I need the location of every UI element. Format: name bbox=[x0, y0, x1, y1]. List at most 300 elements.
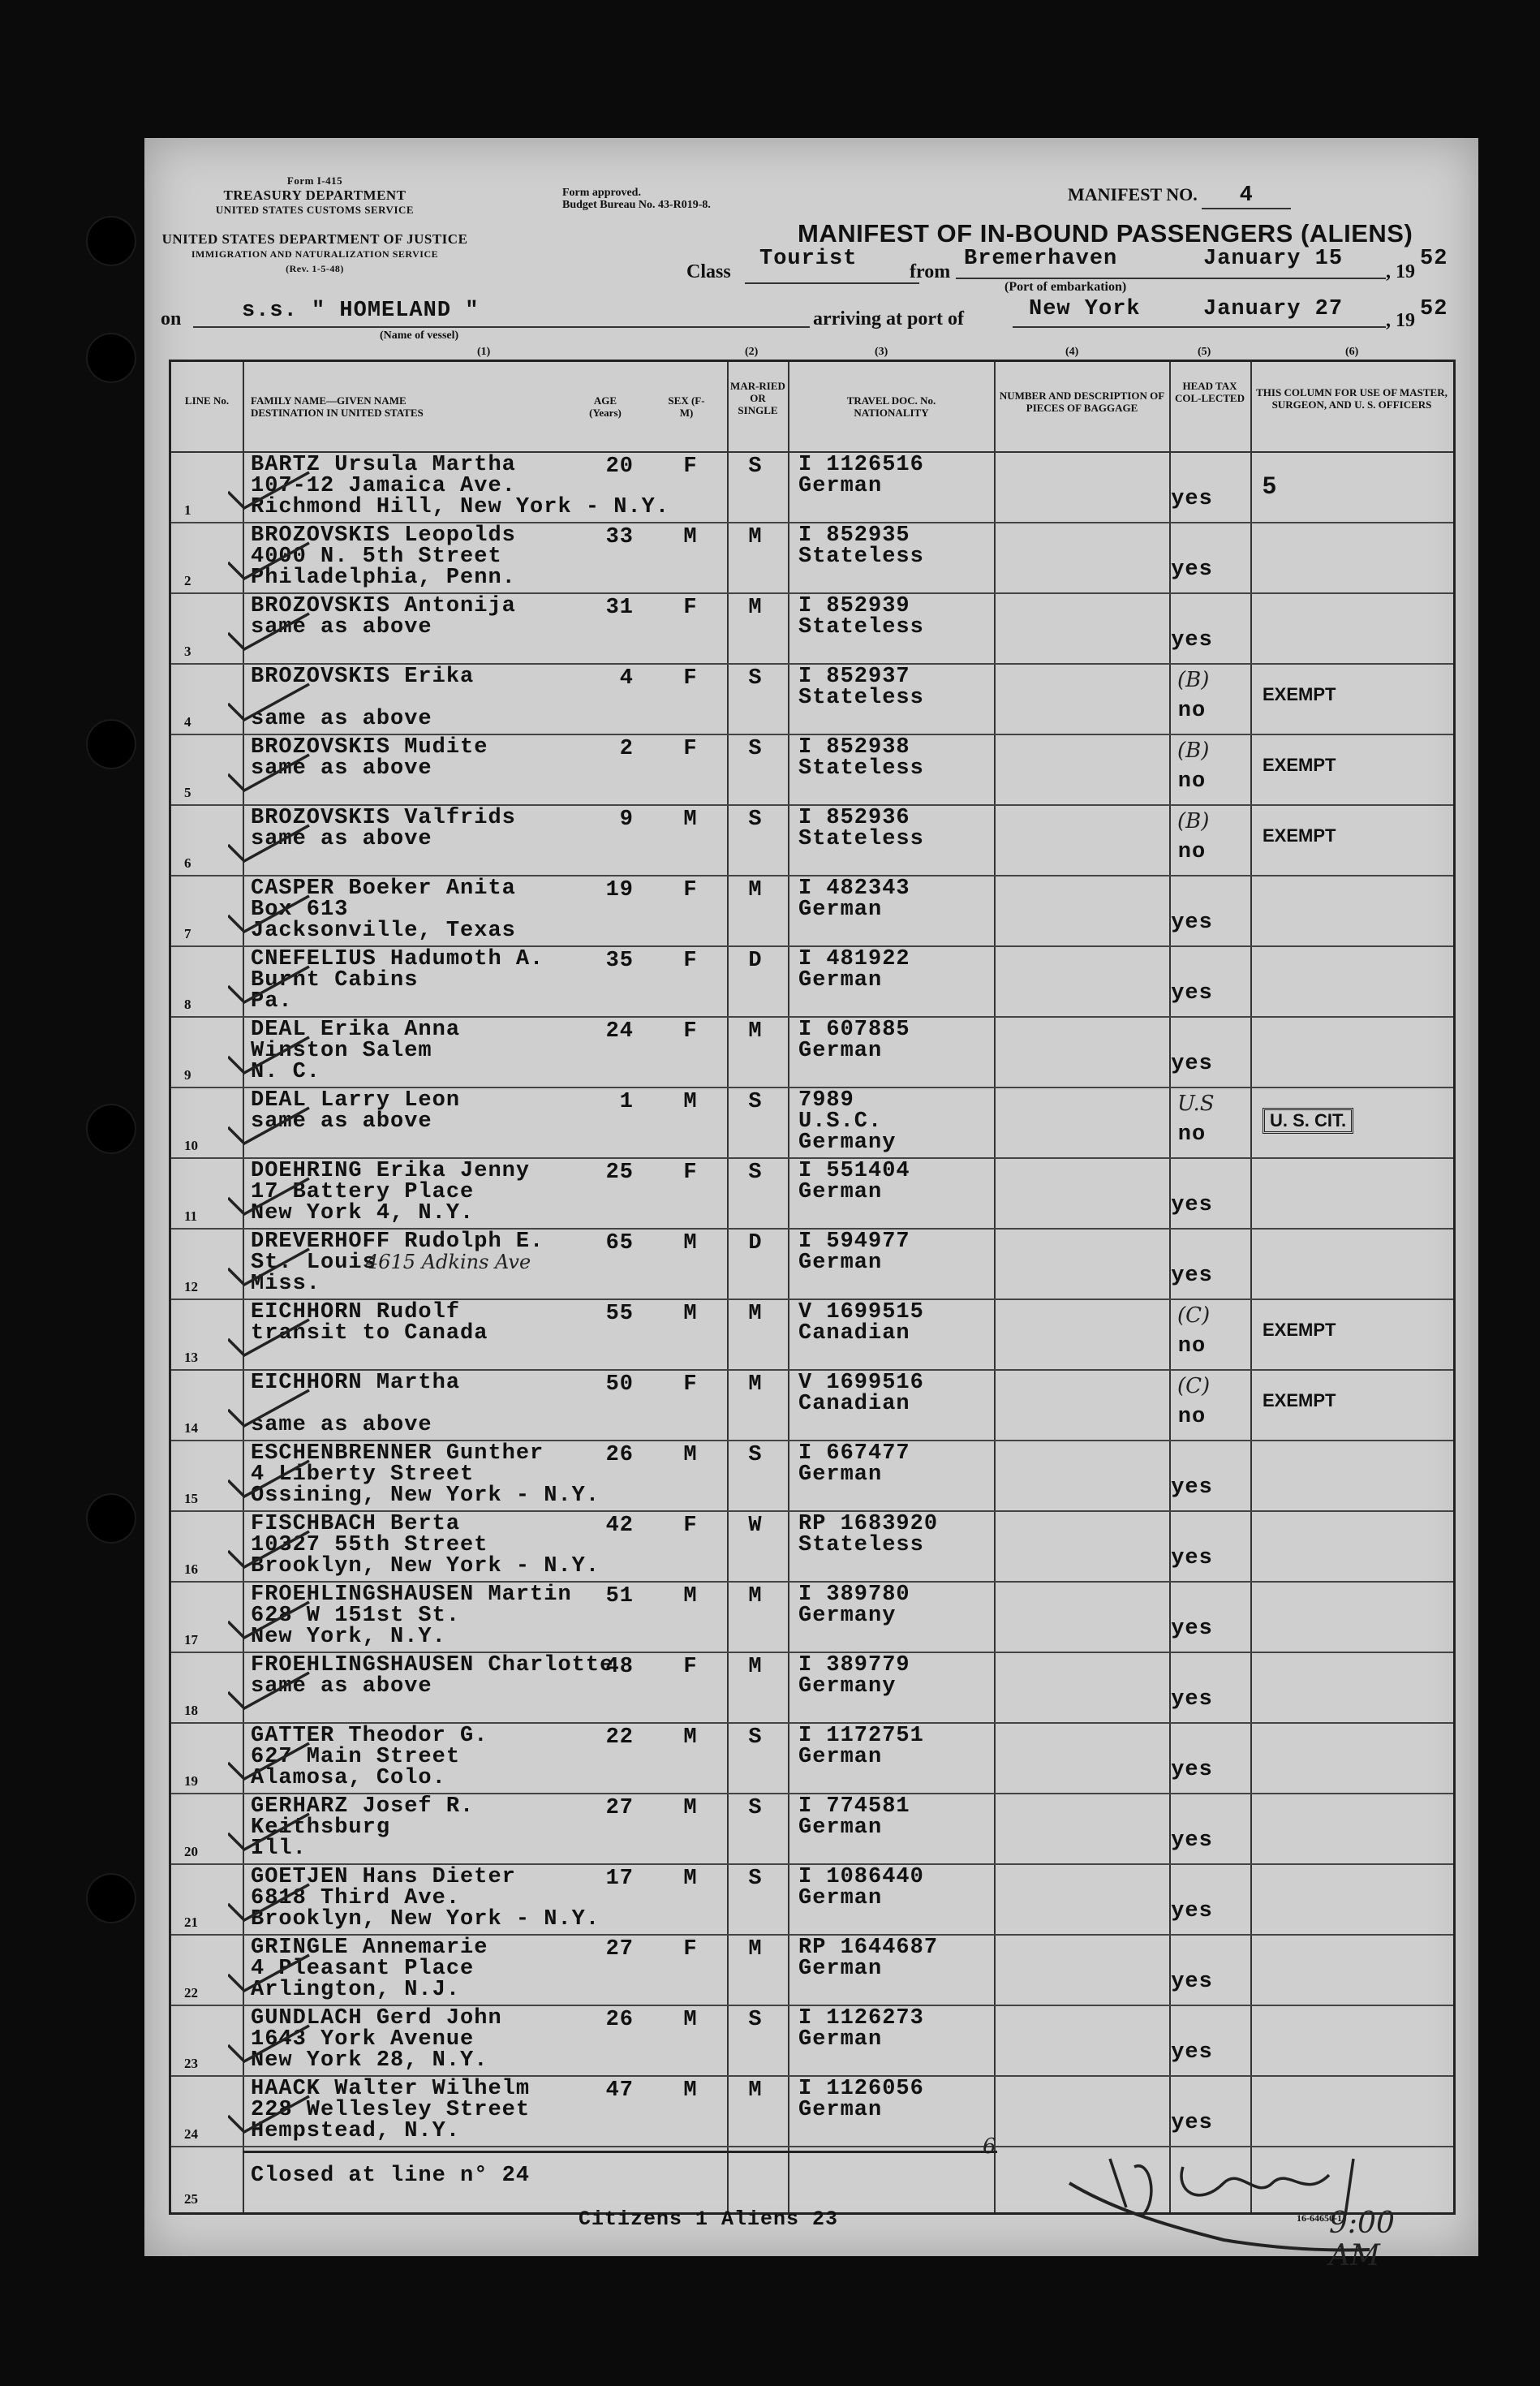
passenger-name: FISCHBACH Berta bbox=[251, 1512, 461, 1536]
head-tax: yes bbox=[1171, 1193, 1213, 1217]
nationality: Stateless bbox=[798, 827, 924, 851]
passenger-name: BROZOVSKIS Antonija bbox=[251, 594, 516, 618]
sex: F bbox=[683, 1161, 698, 1185]
destination-line-2: Arlington, N.J. bbox=[251, 1978, 461, 2002]
destination-line-1: Box 613 bbox=[251, 898, 349, 922]
head-tax-note: (C) bbox=[1177, 1374, 1211, 1398]
line-number: 19 bbox=[184, 1773, 198, 1789]
baggage-mark: 6 bbox=[983, 2134, 996, 2159]
destination-line-1: 228 Wellesley Street bbox=[251, 2098, 531, 2122]
vessel-underline bbox=[193, 326, 810, 328]
travel-doc-number: V 1699515 bbox=[798, 1300, 924, 1324]
age: 31 bbox=[605, 596, 634, 620]
sex: M bbox=[683, 525, 698, 549]
nationality: German bbox=[798, 898, 883, 922]
marital-status: S bbox=[748, 2008, 763, 2032]
travel-doc-extra: U.S.C. bbox=[798, 1109, 883, 1134]
manifest-page bbox=[144, 138, 1478, 2272]
sex: M bbox=[683, 2008, 698, 2032]
nationality: German bbox=[798, 474, 883, 498]
nationality: Stateless bbox=[798, 756, 924, 781]
head-tax: yes bbox=[1171, 1899, 1213, 1923]
travel-document bbox=[798, 1302, 924, 1344]
marital-status: S bbox=[748, 1090, 763, 1114]
table-row bbox=[171, 592, 1453, 665]
form-agency-block bbox=[177, 174, 453, 217]
line-number: 9 bbox=[184, 1067, 191, 1083]
age: 9 bbox=[619, 808, 634, 832]
travel-doc-number: I 852939 bbox=[798, 594, 910, 618]
travel-doc-number: I 551404 bbox=[798, 1159, 910, 1183]
head-tax: no bbox=[1177, 699, 1207, 723]
destination-line-2: Richmond Hill, New York - N.Y. bbox=[251, 495, 670, 519]
destination-line-2: Philadelphia, Penn. bbox=[251, 566, 516, 590]
justice-department: UNITED STATES DEPARTMENT OF JUSTICE bbox=[161, 231, 468, 247]
header-head-tax: HEAD TAX COL-LECTED bbox=[1175, 380, 1245, 404]
travel-document bbox=[798, 1443, 910, 1485]
head-tax: yes bbox=[1171, 558, 1213, 582]
passenger-entry bbox=[251, 1161, 530, 1224]
passenger-entry bbox=[251, 2008, 502, 2071]
travel-document bbox=[798, 1161, 910, 1203]
header-baggage: NUMBER AND DESCRIPTION OF PIECES OF BAGGAGE bbox=[999, 390, 1165, 414]
destination-line-1 bbox=[251, 1393, 460, 1415]
manifest-number-label: MANIFEST NO. bbox=[1068, 184, 1198, 205]
passenger-entry bbox=[251, 878, 516, 941]
marital-status: S bbox=[748, 1725, 763, 1750]
marital-status: M bbox=[748, 1019, 763, 1044]
travel-doc-number: RP 1683920 bbox=[798, 1512, 939, 1536]
line-number: 10 bbox=[184, 1138, 198, 1153]
signature-note: 9:00 AM bbox=[1329, 2207, 1395, 2272]
table-row bbox=[171, 1369, 1453, 1441]
destination-line-1: same as above bbox=[251, 1674, 432, 1699]
column-number-4: (4) bbox=[1065, 346, 1079, 358]
vessel-name: s.s. " HOMELAND " bbox=[242, 299, 480, 323]
nationality: Germany bbox=[798, 1604, 897, 1628]
age: 19 bbox=[605, 878, 634, 902]
arrival-underline bbox=[1013, 326, 1386, 328]
form-revision: (Rev. 1-5-48) bbox=[286, 263, 344, 274]
destination-line-2: Alamosa, Colo. bbox=[251, 1766, 446, 1790]
passenger-name: DOEHRING Erika Jenny bbox=[251, 1159, 531, 1183]
travel-doc-number: 7989 bbox=[798, 1088, 854, 1113]
travel-document bbox=[798, 2078, 924, 2121]
sex: M bbox=[683, 1443, 698, 1467]
sex: M bbox=[683, 1584, 698, 1609]
passenger-name: FROEHLINGSHAUSEN Martin bbox=[251, 1583, 572, 1607]
column-number-3: (3) bbox=[875, 346, 888, 358]
passenger-name: GERHARZ Josef R. bbox=[251, 1794, 475, 1819]
head-tax-note: (B) bbox=[1177, 809, 1210, 833]
travel-document bbox=[798, 1514, 938, 1556]
passenger-entry bbox=[251, 1867, 600, 1930]
sex: F bbox=[683, 737, 698, 761]
embark-year-prefix: , 19 bbox=[1386, 261, 1415, 282]
table-row bbox=[171, 1510, 1453, 1583]
line-number: 1 bbox=[184, 502, 191, 518]
head-tax: yes bbox=[1171, 487, 1213, 511]
embark-underline bbox=[956, 278, 1386, 279]
destination-line-1: 4 Liberty Street bbox=[251, 1462, 475, 1487]
age: 27 bbox=[605, 1937, 634, 1962]
line-number: 21 bbox=[184, 1914, 198, 1930]
table-row bbox=[171, 1934, 1453, 2006]
line-number: 24 bbox=[184, 2126, 198, 2142]
passenger-name: BROZOVSKIS Valfrids bbox=[251, 806, 516, 830]
passenger-name: EICHHORN Martha bbox=[251, 1371, 461, 1395]
passenger-name: DREVERHOFF Rudolph E. bbox=[251, 1230, 544, 1254]
column-number-6: (6) bbox=[1345, 346, 1359, 358]
head-tax: yes bbox=[1171, 1264, 1213, 1288]
head-tax-note: (B) bbox=[1177, 668, 1210, 692]
punch-hole-5 bbox=[88, 1495, 135, 1542]
travel-document bbox=[798, 666, 924, 708]
sex: F bbox=[683, 1019, 698, 1044]
marital-status: S bbox=[748, 454, 763, 479]
arrival-year: 52 bbox=[1420, 297, 1448, 321]
destination-line-2: N. C. bbox=[251, 1060, 321, 1084]
arriving-label: arriving at port of bbox=[813, 308, 964, 329]
destination-line-1: 6818 Third Ave. bbox=[251, 1886, 461, 1910]
travel-document bbox=[798, 1584, 910, 1626]
age: 22 bbox=[605, 1725, 634, 1750]
age: 48 bbox=[605, 1655, 634, 1679]
sex: M bbox=[683, 808, 698, 832]
passenger-entry bbox=[251, 1372, 460, 1436]
handwritten-address: 4615 Adkins Ave bbox=[366, 1251, 531, 1273]
passenger-name: CNEFELIUS Hadumoth A. bbox=[251, 947, 544, 971]
passenger-name: GUNDLACH Gerd John bbox=[251, 2006, 502, 2031]
sex: F bbox=[683, 878, 698, 902]
nationality: Germany bbox=[798, 1131, 897, 1155]
passenger-table bbox=[169, 360, 1456, 2215]
sex: M bbox=[683, 1302, 698, 1326]
header-age: AGE (Years) bbox=[589, 394, 622, 419]
marital-status: M bbox=[748, 2078, 763, 2103]
table-row bbox=[171, 945, 1453, 1018]
head-tax-note: U.S bbox=[1177, 1092, 1215, 1116]
nationality: German bbox=[798, 2098, 883, 2122]
travel-document bbox=[798, 737, 924, 779]
header-travel-doc-text: TRAVEL DOC. No. bbox=[846, 394, 936, 407]
header-married: MAR-RIED OR SINGLE bbox=[730, 380, 785, 416]
manifest-title: MANIFEST OF IN-BOUND PASSENGERS (ALIENS) bbox=[798, 219, 1413, 248]
passenger-entry bbox=[251, 1725, 488, 1789]
line-number: 14 bbox=[184, 1420, 198, 1436]
closed-at-line: Closed at line n° 24 bbox=[251, 2164, 531, 2188]
destination-line-2: same as above bbox=[251, 1413, 432, 1437]
marital-status: S bbox=[748, 808, 763, 832]
passenger-entry bbox=[251, 1937, 488, 2001]
customs-service: UNITED STATES CUSTOMS SERVICE bbox=[215, 204, 415, 216]
sex: M bbox=[683, 1231, 698, 1255]
passenger-entry bbox=[251, 1443, 600, 1506]
head-tax: yes bbox=[1171, 1687, 1213, 1712]
destination-line-2: New York 4, N.Y. bbox=[251, 1201, 475, 1225]
passenger-name: HAACK Walter Wilhelm bbox=[251, 2077, 531, 2101]
marital-status: M bbox=[748, 1655, 763, 1679]
travel-document bbox=[798, 1019, 910, 1062]
nationality: German bbox=[798, 1745, 883, 1769]
head-tax: yes bbox=[1171, 981, 1213, 1006]
marital-status: S bbox=[748, 1443, 763, 1467]
sex: F bbox=[683, 666, 698, 691]
sex: M bbox=[683, 1796, 698, 1820]
head-tax: no bbox=[1177, 1122, 1207, 1147]
punch-hole-4 bbox=[88, 1105, 135, 1152]
embark-date: January 15 bbox=[1203, 247, 1344, 271]
travel-doc-number: I 389779 bbox=[798, 1653, 910, 1678]
passenger-name: BROZOVSKIS Mudite bbox=[251, 735, 488, 760]
travel-doc-number: I 1126056 bbox=[798, 2077, 924, 2101]
embark-caption: (Port of embarkation) bbox=[1004, 280, 1127, 294]
travel-doc-number: I 1172751 bbox=[798, 1724, 924, 1748]
destination-line-1: same as above bbox=[251, 827, 432, 851]
age: 42 bbox=[605, 1514, 634, 1538]
age: 65 bbox=[605, 1231, 634, 1255]
destination-line-2: Brooklyn, New York - N.Y. bbox=[251, 1907, 600, 1932]
travel-doc-number: I 1126273 bbox=[798, 2006, 924, 2031]
passenger-name: BROZOVSKIS Erika bbox=[251, 665, 475, 689]
punch-hole-2 bbox=[88, 334, 135, 381]
marital-status: M bbox=[748, 525, 763, 549]
sex: F bbox=[683, 596, 698, 620]
from-label: from bbox=[910, 261, 951, 282]
officer-stamp: EXEMPT bbox=[1263, 825, 1336, 846]
travel-document bbox=[798, 2008, 924, 2050]
line-number: 22 bbox=[184, 1985, 198, 2001]
age: 24 bbox=[605, 1019, 634, 1044]
nationality: German bbox=[798, 1886, 883, 1910]
head-tax-note: (B) bbox=[1177, 739, 1210, 763]
sex: F bbox=[683, 1372, 698, 1397]
passenger-name: GATTER Theodor G. bbox=[251, 1724, 488, 1748]
destination-line-1: same as above bbox=[251, 756, 432, 781]
arrival-year-prefix: , 19 bbox=[1386, 310, 1415, 331]
travel-doc-number: I 1126516 bbox=[798, 453, 924, 477]
travel-doc-number: V 1699516 bbox=[798, 1371, 924, 1395]
column-number-5: (5) bbox=[1198, 346, 1211, 358]
passenger-entry bbox=[251, 2078, 530, 2142]
line-number: 15 bbox=[184, 1491, 198, 1506]
age: 55 bbox=[605, 1302, 634, 1326]
nationality: Canadian bbox=[798, 1392, 910, 1416]
closing-rule bbox=[243, 2151, 997, 2153]
travel-doc-number: I 389780 bbox=[798, 1583, 910, 1607]
line-number: 11 bbox=[184, 1208, 198, 1224]
passenger-entry bbox=[251, 525, 516, 588]
on-label: on bbox=[161, 308, 182, 329]
travel-document bbox=[798, 596, 924, 638]
destination-line-1: transit to Canada bbox=[251, 1321, 488, 1346]
closing-line-number: 25 bbox=[184, 2191, 198, 2207]
table-row bbox=[171, 804, 1453, 876]
line-number: 23 bbox=[184, 2056, 198, 2071]
head-tax: yes bbox=[1171, 1828, 1213, 1853]
head-tax-note: (C) bbox=[1177, 1303, 1211, 1328]
travel-doc-number: I 667477 bbox=[798, 1441, 910, 1466]
passenger-name: ESCHENBRENNER Gunther bbox=[251, 1441, 544, 1466]
officer-stamp: EXEMPT bbox=[1263, 684, 1336, 704]
travel-document bbox=[798, 1655, 910, 1697]
class-value: Tourist bbox=[759, 247, 858, 271]
destination-line-1: 17 Battery Place bbox=[251, 1180, 475, 1204]
sex: F bbox=[683, 1937, 698, 1962]
head-tax: no bbox=[1177, 840, 1207, 864]
marital-status: S bbox=[748, 737, 763, 761]
age: 50 bbox=[605, 1372, 634, 1397]
destination-line-1 bbox=[251, 687, 474, 708]
travel-document bbox=[798, 1725, 924, 1768]
officer-stamp: EXEMPT bbox=[1263, 1320, 1336, 1340]
destination-line-2: Jacksonville, Texas bbox=[251, 919, 516, 943]
header-line-no: LINE No. bbox=[184, 394, 230, 407]
treasury-department: TREASURY DEPARTMENT bbox=[223, 187, 407, 203]
travel-document bbox=[798, 454, 924, 497]
table-row bbox=[171, 1863, 1453, 1936]
form-number: Form I-415 bbox=[286, 174, 343, 187]
passenger-name: EICHHORN Rudolf bbox=[251, 1300, 461, 1324]
travel-doc-number: I 774581 bbox=[798, 1794, 910, 1819]
head-tax: yes bbox=[1171, 1052, 1213, 1076]
table-row bbox=[171, 451, 1453, 523]
column-number-1: (1) bbox=[477, 346, 491, 358]
travel-document bbox=[798, 1937, 938, 1979]
nationality: German bbox=[798, 1039, 883, 1063]
nationality: Stateless bbox=[798, 686, 924, 710]
travel-document bbox=[798, 1090, 896, 1153]
line-number: 20 bbox=[184, 1844, 198, 1859]
head-tax: yes bbox=[1171, 1617, 1213, 1641]
passenger-entry bbox=[251, 1655, 613, 1697]
destination-line-1: Burnt Cabins bbox=[251, 968, 419, 993]
justice-block bbox=[161, 232, 469, 276]
destination-line-1: 4000 N. 5th Street bbox=[251, 545, 502, 569]
passenger-entry bbox=[251, 737, 488, 779]
table-row bbox=[171, 663, 1453, 735]
passenger-entry bbox=[251, 666, 474, 730]
travel-doc-number: I 1086440 bbox=[798, 1865, 924, 1889]
travel-doc-number: I 594977 bbox=[798, 1230, 910, 1254]
travel-doc-number: I 607885 bbox=[798, 1018, 910, 1042]
destination-line-1: 1643 York Avenue bbox=[251, 2027, 475, 2052]
port-of-embarkation: Bremerhaven bbox=[964, 247, 1118, 271]
sex: F bbox=[683, 1514, 698, 1538]
destination-line-2: Brooklyn, New York - N.Y. bbox=[251, 1554, 600, 1578]
table-row bbox=[171, 1157, 1453, 1230]
table-row bbox=[171, 1652, 1453, 1724]
table-row bbox=[171, 1793, 1453, 1865]
travel-doc-number: I 852937 bbox=[798, 665, 910, 689]
passenger-name: FROEHLINGSHAUSEN Charlotte bbox=[251, 1653, 614, 1678]
line-number: 12 bbox=[184, 1279, 198, 1294]
passenger-entry bbox=[251, 1796, 474, 1859]
table-row bbox=[171, 875, 1453, 947]
destination-line-2: Ill. bbox=[251, 1837, 307, 1861]
passenger-entry bbox=[251, 808, 516, 850]
travel-document bbox=[798, 1867, 924, 1909]
destination-line-1: 4 Pleasant Place bbox=[251, 1957, 475, 1981]
line-number: 4 bbox=[184, 714, 191, 730]
head-tax: yes bbox=[1171, 1970, 1213, 1994]
line-number: 5 bbox=[184, 785, 191, 800]
vessel-caption: (Name of vessel) bbox=[380, 329, 459, 342]
destination-line-2: New York 28, N.Y. bbox=[251, 2048, 488, 2073]
nationality: Stateless bbox=[798, 545, 924, 569]
arrival-date: January 27 bbox=[1203, 297, 1344, 321]
passenger-name: GRINGLE Annemarie bbox=[251, 1936, 488, 1960]
marital-status: S bbox=[748, 1161, 763, 1185]
age: 51 bbox=[605, 1584, 634, 1609]
sex: F bbox=[683, 949, 698, 973]
destination-line-1: 107-12 Jamaica Ave. bbox=[251, 474, 516, 498]
sex: F bbox=[683, 454, 698, 479]
marital-status: D bbox=[748, 949, 763, 973]
immigration-service: IMMIGRATION AND NATURALIZATION SERVICE bbox=[191, 248, 439, 260]
age: 2 bbox=[619, 737, 634, 761]
age: 25 bbox=[605, 1161, 634, 1185]
table-row bbox=[171, 1581, 1453, 1653]
head-tax: no bbox=[1177, 1405, 1207, 1429]
line-number: 13 bbox=[184, 1350, 198, 1365]
arrival-port: New York bbox=[1029, 297, 1141, 321]
line-number: 6 bbox=[184, 855, 191, 871]
marital-status: D bbox=[748, 1231, 763, 1255]
line-number: 16 bbox=[184, 1561, 198, 1577]
marital-status: S bbox=[748, 1796, 763, 1820]
travel-document bbox=[798, 1231, 910, 1273]
punch-hole-3 bbox=[88, 721, 135, 768]
age: 1 bbox=[619, 1090, 634, 1114]
destination-line-1: same as above bbox=[251, 615, 432, 640]
approval-block bbox=[562, 187, 711, 211]
destination-line-1: 628 W 151st St. bbox=[251, 1604, 461, 1628]
officer-stamp: 5 bbox=[1263, 472, 1276, 499]
destination-line-1: St. Louis bbox=[251, 1251, 376, 1275]
line-number: 18 bbox=[184, 1703, 198, 1718]
head-tax: yes bbox=[1171, 1546, 1213, 1570]
passenger-entry bbox=[251, 1514, 600, 1577]
travel-doc-number: I 852938 bbox=[798, 735, 910, 760]
table-row bbox=[171, 1722, 1453, 1794]
officer-stamp: EXEMPT bbox=[1263, 1390, 1336, 1410]
age: 33 bbox=[605, 525, 634, 549]
nationality: German bbox=[798, 1815, 883, 1840]
nationality: German bbox=[798, 1180, 883, 1204]
embark-year: 52 bbox=[1420, 247, 1448, 271]
destination-line-2: Pa. bbox=[251, 989, 293, 1014]
passenger-name: BARTZ Ursula Martha bbox=[251, 453, 516, 477]
marital-status: M bbox=[748, 878, 763, 902]
nationality: Canadian bbox=[798, 1321, 910, 1346]
header-travel-doc bbox=[792, 394, 991, 419]
age: 35 bbox=[605, 949, 634, 973]
passenger-name: BROZOVSKIS Leopolds bbox=[251, 523, 516, 548]
age: 17 bbox=[605, 1867, 634, 1891]
travel-doc-number: RP 1644687 bbox=[798, 1936, 939, 1960]
punch-hole-6 bbox=[88, 1875, 135, 1922]
officer-stamp: EXEMPT bbox=[1263, 755, 1336, 775]
travel-document bbox=[798, 1796, 910, 1838]
marital-status: M bbox=[748, 596, 763, 620]
table-row bbox=[171, 1087, 1453, 1159]
marital-status: S bbox=[748, 1867, 763, 1891]
travel-document bbox=[798, 808, 924, 850]
travel-document bbox=[798, 1372, 924, 1415]
travel-doc-number: I 481922 bbox=[798, 947, 910, 971]
header-destination-text: DESTINATION IN UNITED STATES bbox=[251, 407, 424, 419]
